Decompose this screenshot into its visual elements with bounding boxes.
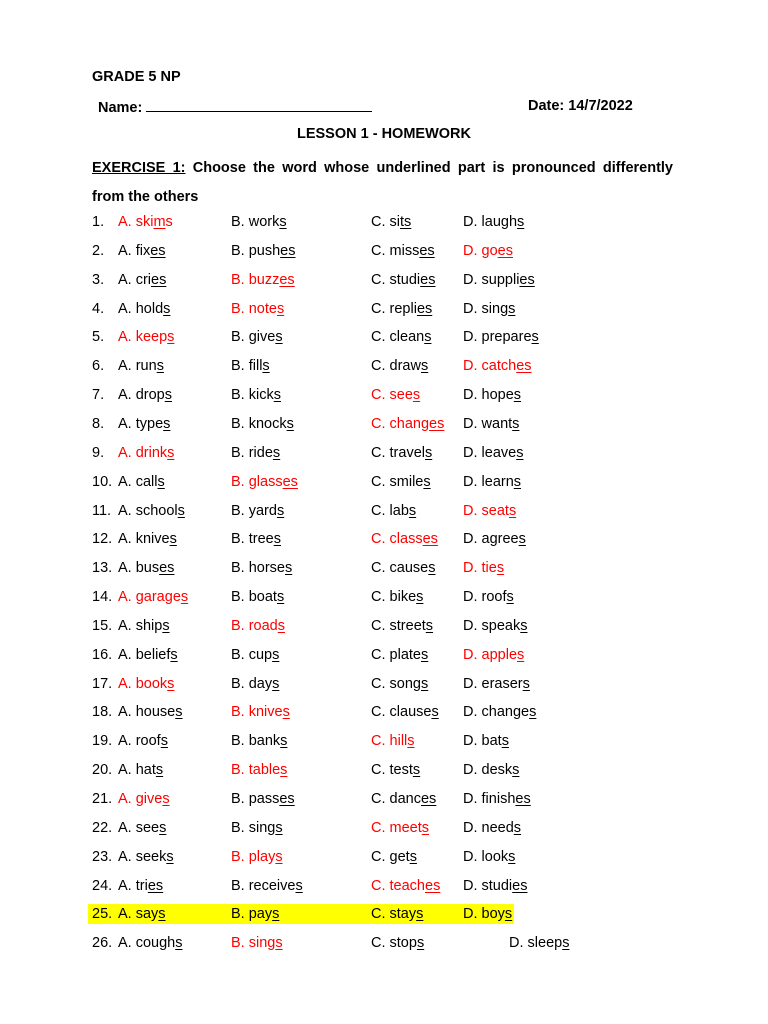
option-d: D. seats: [463, 502, 517, 519]
underlined-part: s: [285, 560, 293, 577]
option-d: D. prepares: [463, 329, 539, 346]
lesson-title: LESSON 1 - HOMEWORK: [296, 126, 471, 142]
option-d: D. erasers: [463, 675, 530, 692]
option-c: C. stays: [371, 906, 424, 923]
underlined-part: es: [419, 242, 435, 259]
question-row: [0, 759, 768, 783]
question-number: 4.: [92, 300, 105, 317]
question-row: [0, 240, 768, 264]
question-row: [0, 557, 768, 581]
underlined-part: s: [273, 531, 281, 548]
underlined-part: s: [416, 589, 424, 606]
underlined-part: es: [512, 877, 528, 894]
option-b: B. fills: [231, 358, 270, 375]
option-d: D. roofs: [463, 589, 514, 606]
underlined-part: es: [519, 271, 535, 288]
option-a: A. calls: [118, 473, 165, 490]
date-label: Date: 14/7/2022: [528, 98, 633, 114]
underlined-part: es: [420, 791, 437, 807]
option-c: C. gets: [371, 848, 417, 865]
underlined-part: s: [517, 214, 525, 230]
question-number: 26.: [92, 935, 113, 952]
option-a: A. seeks: [118, 848, 174, 865]
option-b: B. glasses: [231, 473, 298, 490]
option-c: C. stops: [371, 935, 425, 952]
underlined-part: s: [425, 617, 434, 634]
option-d: D. catches: [463, 358, 532, 375]
name-line: [98, 98, 372, 116]
underlined-part: s: [508, 300, 516, 317]
underlined-part: s: [275, 848, 283, 865]
underlined-part: s: [412, 387, 421, 404]
question-number: 7.: [92, 387, 105, 404]
underlined-part: s: [275, 329, 283, 346]
exercise-label: EXERCISE 1:: [92, 160, 186, 176]
question-row: [0, 442, 768, 466]
option-c: C. dances: [371, 791, 437, 807]
question-number: 1.: [92, 214, 105, 230]
option-c: C. sits: [371, 214, 412, 230]
underlined-part: es: [147, 877, 164, 894]
underlined-part: s: [496, 560, 505, 577]
question-row: [0, 730, 768, 754]
underlined-part: s: [169, 531, 177, 548]
question-row: [0, 471, 768, 495]
underlined-part: s: [516, 444, 524, 461]
underlined-part: s: [425, 444, 433, 461]
underlined-part: ts: [400, 214, 412, 230]
question-row: [0, 586, 768, 610]
question-number: 25.: [92, 906, 113, 923]
option-b: B. roads: [231, 617, 285, 634]
underlined-part: s: [159, 819, 167, 836]
option-b: B. banks: [231, 733, 288, 750]
option-b: B. buzzes: [231, 271, 295, 288]
underlined-part: es: [279, 791, 295, 807]
option-c: C. tests: [371, 762, 421, 779]
question-row: [0, 875, 768, 899]
option-b: B. pushes: [231, 242, 296, 259]
underlined-part: s: [157, 473, 165, 490]
underlined-part: s: [156, 358, 164, 375]
option-a: A. houses: [118, 704, 183, 721]
option-b: B. kicks: [231, 387, 281, 404]
option-a: A. roofs: [118, 733, 168, 750]
option-c: C. labs: [371, 502, 417, 519]
option-d: D. supplies: [463, 271, 535, 288]
option-b: B. yards: [231, 502, 285, 519]
option-d: D. needs: [463, 819, 522, 836]
underlined-part: s: [275, 819, 283, 836]
question-row: [0, 817, 768, 841]
question-row: [0, 846, 768, 870]
option-c: C. changes: [371, 415, 445, 432]
option-a: A. cries: [118, 271, 167, 288]
underlined-part: s: [423, 473, 431, 490]
underlined-part: s: [175, 704, 183, 721]
option-d: D. sleeps: [509, 935, 570, 952]
option-d: D. leaves: [463, 444, 524, 461]
option-a: A. keeps: [118, 329, 175, 346]
underlined-part: s: [424, 329, 432, 346]
underlined-part: s: [163, 300, 171, 317]
underlined-part: s: [518, 531, 526, 548]
underlined-part: s: [280, 733, 288, 750]
option-c: C. teaches: [371, 877, 441, 894]
underlined-part: es: [151, 271, 167, 288]
question-row: [0, 644, 768, 668]
option-b: B. pays: [231, 906, 280, 923]
underlined-part: s: [531, 329, 539, 346]
option-a: A. buses: [118, 560, 175, 577]
underlined-part: s: [416, 935, 425, 952]
option-a: A. drinks: [118, 444, 175, 461]
question-number: 24.: [92, 877, 113, 894]
option-b: B. horses: [231, 560, 293, 577]
question-number: 20.: [92, 762, 113, 779]
underlined-part: s: [273, 387, 281, 404]
option-b: B. boats: [231, 589, 285, 606]
underlined-part: es: [150, 242, 166, 259]
question-row: [0, 269, 768, 293]
option-b: B. passes: [231, 791, 295, 807]
underlined-part: s: [407, 733, 415, 750]
underlined-part: s: [529, 704, 537, 721]
underlined-part: es: [159, 560, 175, 577]
underlined-part: es: [429, 415, 445, 432]
underlined-part: s: [167, 444, 175, 461]
underlined-part: s: [513, 473, 522, 490]
underlined-part: s: [163, 415, 171, 432]
option-d: D. studies: [463, 877, 528, 894]
underlined-part: s: [409, 848, 417, 865]
underlined-part: s: [162, 617, 170, 634]
question-number: 13.: [92, 560, 113, 577]
question-number: 15.: [92, 617, 113, 634]
option-c: C. cleans: [371, 329, 432, 346]
option-a: A. types: [118, 415, 171, 432]
name-label: Name:: [98, 100, 143, 116]
question-number: 22.: [92, 819, 113, 836]
option-d: D. laughs: [463, 214, 525, 230]
underlined-part: s: [276, 300, 285, 317]
underlined-part: s: [167, 675, 175, 692]
option-b: B. tables: [231, 762, 288, 779]
underlined-part: s: [162, 791, 170, 807]
question-row: [0, 500, 768, 524]
underlined-part: s: [421, 819, 430, 836]
question-row: [0, 355, 768, 379]
option-d: D. bats: [463, 733, 509, 750]
option-d: D. boys: [463, 906, 513, 923]
question-number: 17.: [92, 675, 113, 692]
underlined-part: s: [282, 704, 290, 721]
option-b: B. receives: [231, 877, 303, 894]
option-d: D. wants: [463, 415, 520, 432]
underlined-part: es: [515, 791, 531, 807]
underlined-part: s: [155, 762, 164, 779]
underlined-part: s: [276, 589, 285, 606]
option-d: D. agrees: [463, 531, 526, 548]
question-number: 5.: [92, 329, 105, 346]
underlined-part: s: [262, 358, 270, 375]
question-row: [0, 298, 768, 322]
option-a: A. garages: [118, 589, 189, 606]
underlined-part: s: [272, 646, 280, 663]
option-c: C. draws: [371, 358, 429, 375]
underlined-part: s: [431, 704, 439, 721]
underlined-part: es: [416, 300, 433, 317]
underlined-part: s: [175, 935, 183, 952]
option-a: A. tries: [118, 877, 164, 894]
option-c: C. studies: [371, 271, 436, 288]
option-b: B. trees: [231, 531, 281, 548]
question-row: [0, 528, 768, 552]
underlined-part: es: [279, 271, 295, 288]
underlined-part: s: [501, 733, 509, 750]
question-number: 14.: [92, 589, 113, 606]
option-a: A. books: [118, 675, 175, 692]
option-a: A. skims: [118, 214, 173, 230]
underlined-part: s: [272, 675, 280, 692]
underlined-part: s: [272, 444, 281, 461]
option-a: A. drops: [118, 387, 172, 404]
question-row: [0, 326, 768, 350]
option-a: A. ships: [118, 617, 170, 634]
option-c: C. travels: [371, 444, 433, 461]
question-number: 19.: [92, 733, 113, 750]
option-c: C. causes: [371, 560, 436, 577]
option-b: B. gives: [231, 329, 283, 346]
underlined-part: es: [280, 242, 296, 259]
option-a: A. beliefs: [118, 646, 178, 663]
question-number: 11.: [92, 502, 112, 519]
underlined-part: es: [425, 877, 441, 894]
option-d: D. sings: [463, 300, 516, 317]
underlined-part: s: [167, 329, 175, 346]
option-c: C. streets: [371, 617, 434, 634]
underlined-part: s: [160, 733, 168, 750]
option-a: A. holds: [118, 300, 171, 317]
underlined-part: s: [420, 675, 429, 692]
option-b: B. knives: [231, 704, 290, 721]
underlined-part: s: [508, 502, 517, 519]
option-b: B. rides: [231, 444, 281, 461]
option-b: B. sings: [231, 819, 283, 836]
question-number: 18.: [92, 704, 113, 721]
exercise-text: Choose the word whose underlined part is pronounced differently from the others: [92, 160, 673, 205]
underlined-part: s: [177, 502, 185, 519]
underlined-part: s: [280, 762, 288, 779]
question-row: [0, 615, 768, 639]
underlined-part: s: [158, 906, 166, 923]
option-c: C. clauses: [371, 704, 439, 721]
question-number: 2.: [92, 242, 105, 259]
underlined-part: s: [286, 415, 294, 432]
option-b: B. plays: [231, 848, 283, 865]
underlined-part: s: [522, 675, 530, 692]
option-a: A. runs: [118, 358, 164, 375]
underlined-part: s: [420, 358, 429, 375]
underlined-part: es: [420, 271, 436, 288]
option-c: C. misses: [371, 242, 435, 259]
underlined-part: es: [422, 531, 438, 548]
option-c: C. bikes: [371, 589, 424, 606]
option-c: C. smiles: [371, 473, 431, 490]
question-row: [0, 903, 768, 927]
underlined-part: s: [412, 762, 421, 779]
question-row: [0, 413, 768, 437]
option-b: B. notes: [231, 300, 285, 317]
underlined-part: s: [517, 646, 525, 663]
underlined-part: s: [506, 589, 514, 606]
option-c: C. replies: [371, 300, 433, 317]
option-a: A. fixes: [118, 242, 166, 259]
question-number: 9.: [92, 444, 105, 461]
underlined-part: s: [166, 848, 174, 865]
underlined-part: s: [428, 560, 436, 577]
question-row: [0, 788, 768, 812]
underlined-part: m: [153, 214, 166, 230]
option-d: D. apples: [463, 646, 525, 663]
underlined-part: s: [276, 502, 285, 519]
question-number: 8.: [92, 415, 105, 432]
option-c: C. sees: [371, 387, 421, 404]
underlined-part: s: [513, 387, 522, 404]
underlined-part: s: [420, 646, 429, 663]
underlined-part: s: [508, 848, 516, 865]
underlined-part: s: [520, 617, 528, 634]
option-b: B. days: [231, 675, 280, 692]
question-number: 6.: [92, 358, 105, 375]
underlined-part: s: [513, 819, 522, 836]
option-b: B. works: [231, 214, 287, 230]
underlined-part: s: [295, 877, 303, 894]
question-number: 3.: [92, 271, 105, 288]
question-row: [0, 384, 768, 408]
option-d: D. changes: [463, 704, 537, 721]
option-b: B. sings: [231, 935, 283, 952]
option-a: A. gives: [118, 791, 170, 807]
underlined-part: s: [170, 646, 178, 663]
option-c: C. plates: [371, 646, 429, 663]
option-a: A. says: [118, 906, 166, 923]
option-a: A. sees: [118, 819, 167, 836]
underlined-part: s: [180, 589, 189, 606]
question-row: [0, 701, 768, 725]
underlined-part: s: [275, 935, 283, 952]
underlined-part: s: [277, 617, 285, 634]
question-number: 12.: [92, 531, 113, 548]
underlined-part: s: [279, 214, 287, 230]
question-row: [0, 673, 768, 697]
option-a: A. hats: [118, 762, 164, 779]
question-number: 16.: [92, 646, 113, 663]
option-c: C. classes: [371, 531, 438, 548]
underlined-part: s: [562, 935, 570, 952]
option-c: C. meets: [371, 819, 430, 836]
underlined-part: s: [164, 387, 172, 404]
question-number: 23.: [92, 848, 113, 865]
option-a: A. coughs: [118, 935, 183, 952]
option-d: D. desks: [463, 762, 520, 779]
option-a: A. knives: [118, 531, 177, 548]
underlined-part: es: [282, 473, 298, 490]
underlined-part: es: [497, 242, 513, 259]
underlined-part: s: [408, 502, 417, 519]
underlined-part: s: [512, 762, 520, 779]
option-d: D. ties: [463, 560, 505, 577]
exercise-instruction: [92, 154, 673, 212]
option-c: C. songs: [371, 675, 429, 692]
question-row: [0, 211, 768, 235]
underlined-part: s: [512, 415, 520, 432]
underlined-part: s: [504, 906, 513, 923]
underlined-part: s: [272, 906, 280, 923]
option-d: D. finishes: [463, 791, 531, 807]
option-d: D. speaks: [463, 617, 528, 634]
option-d: D. learns: [463, 473, 522, 490]
question-number: 10.: [92, 473, 113, 490]
name-blank[interactable]: [146, 98, 372, 112]
underlined-part: es: [516, 358, 532, 375]
question-number: 21.: [92, 791, 113, 807]
question-row: [0, 932, 768, 956]
option-d: D. looks: [463, 848, 516, 865]
option-b: B. cups: [231, 646, 280, 663]
option-d: D. hopes: [463, 387, 522, 404]
option-b: B. knocks: [231, 415, 294, 432]
grade-title: GRADE 5 NP: [92, 69, 181, 85]
underlined-part: s: [416, 906, 424, 923]
option-a: A. schools: [118, 502, 185, 519]
option-d: D. goes: [463, 242, 513, 259]
option-c: C. hills: [371, 733, 415, 750]
